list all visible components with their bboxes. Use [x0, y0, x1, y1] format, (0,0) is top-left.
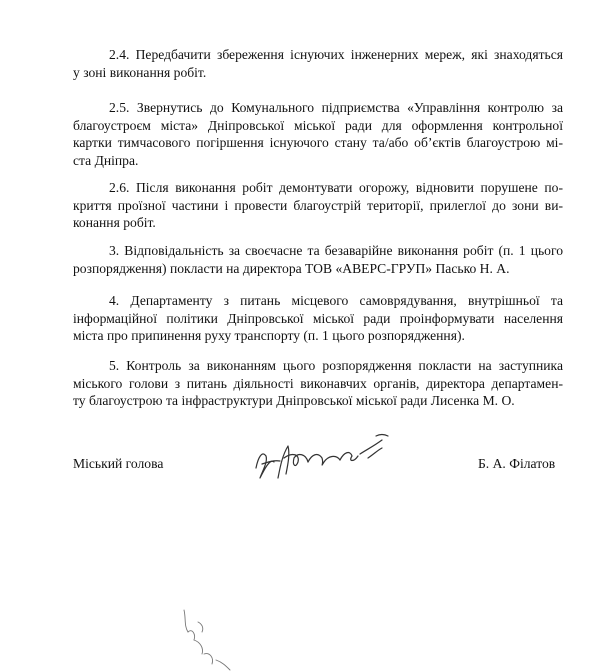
text-line: 5. Контроль за виконанням цього розпорядження покласти на заступника: [109, 358, 563, 373]
text-line: благоустроєм міста» Дніпровської міської ради для оформлення контрольної: [73, 117, 563, 133]
text-line: інформаційної політики Дніпровської міської ради проінформувати населення: [73, 310, 563, 326]
text-line: 3. Відповідальність за своєчасне та безаварійне виконання робіт (п. 1 цього: [109, 243, 563, 258]
paragraph-2-6: [73, 179, 563, 232]
paragraph-2-4: [73, 46, 563, 81]
text-line: криття проїзної частини і провести благоустрій території, прилеглої до зони ви-: [73, 197, 563, 213]
text-line: 2.5. Звернутись до Комунального підприємства «Управління контролю за: [109, 100, 563, 115]
text-line: 2.4. Передбачити збереження існуючих інженерних мереж, які знаходяться: [109, 47, 563, 62]
text-line: 4. Департаменту з питань місцевого самоврядування, внутрішньої та: [109, 293, 563, 308]
text-line: 2.6. Після виконання робіт демонтувати огорожу, відновити порушене по-: [109, 180, 563, 195]
text-line: ста Дніпра.: [73, 152, 139, 168]
text-line: ту благоустрою та інфраструктури Дніпровської міської ради Лисенка М. О.: [73, 393, 515, 408]
paragraph-4: [73, 292, 563, 345]
signatory-name: Б. А. Філатов: [478, 456, 556, 471]
paragraph-3: [73, 242, 563, 277]
paragraph-2-5: [73, 99, 563, 169]
text-line: картки тимчасового погіршення існуючого стану та/або об’єктів благоустрою мі-: [73, 135, 563, 150]
text-line: міського голови з питань діяльності виконавчих органів, директора департамен-: [73, 375, 563, 391]
text-line: розпорядження) покласти на директора ТОВ «АВЕРС-ГРУП» Пасько Н. А.: [73, 260, 510, 276]
paragraph-5: [73, 357, 563, 410]
text-line: у зоні виконання робіт.: [73, 64, 207, 80]
signatory-title: Міський голова: [73, 456, 164, 471]
text-line: конання робіт.: [73, 215, 156, 230]
handwritten-signature: [248, 428, 398, 488]
text-line: міста про припинення руху транспорту (п. 1 цього розпорядження).: [73, 328, 465, 343]
handwritten-mark: [178, 602, 248, 672]
